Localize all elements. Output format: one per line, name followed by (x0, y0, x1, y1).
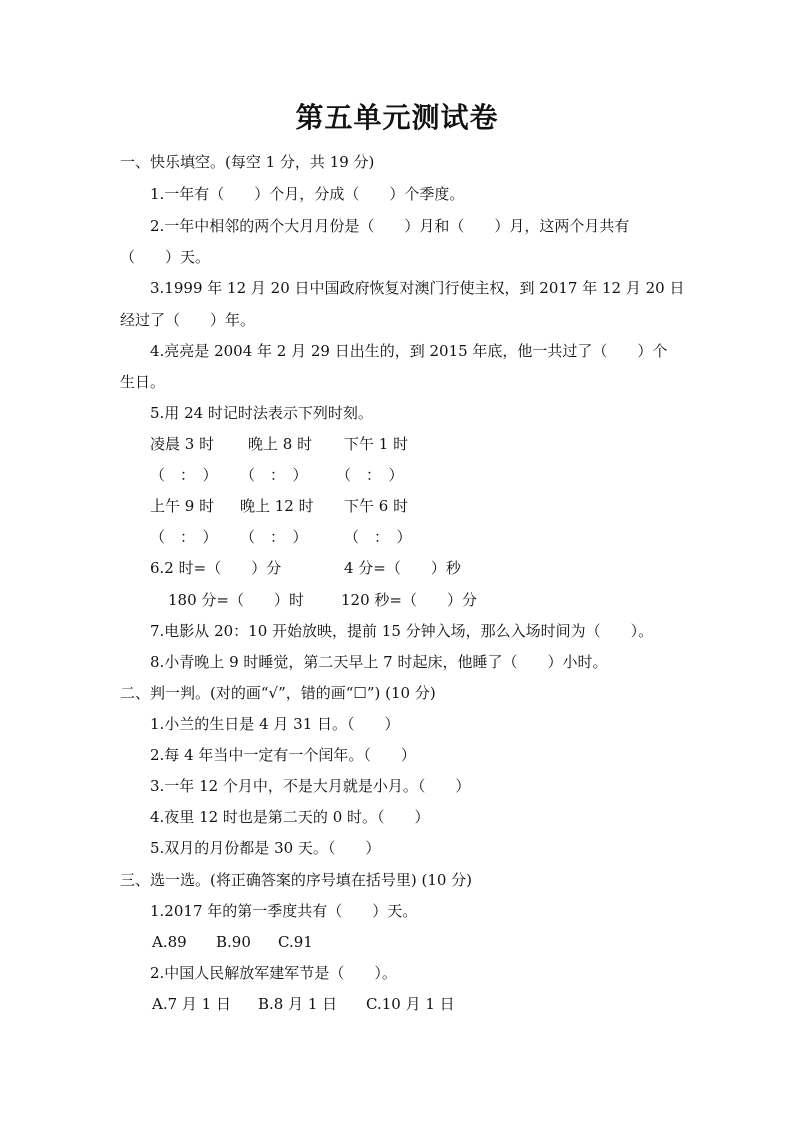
judgement-item: 5.双月的月份都是 30 天。（ ） (150, 839, 381, 857)
time-label: 下午 6 时 (344, 497, 409, 515)
time-label: 凌晨 3 时 (150, 435, 215, 453)
choice-option: A.89 (152, 933, 187, 951)
time-label: 下午 1 时 (344, 435, 409, 453)
conversion-item: 180 分=（ ）时 (168, 591, 304, 609)
judgement-item: 3.一年 12 个月中，不是大月就是小月。（ ） (150, 777, 471, 795)
question-1-2-line-2: （ ）天。 (120, 248, 211, 266)
choice-question-2: 2.中国人民解放军建军节是（ ）。 (150, 964, 397, 982)
question-1-2-line-1: 2.一年中相邻的两个大月月份是（ ）月和（ ）月，这两个月共有 (150, 217, 630, 235)
section-2-heading: 二、判一判。(对的画“√”，错的画“☐”) (10 分) (120, 684, 436, 702)
conversion-item: 4 分=（ ）秒 (344, 559, 461, 577)
section-3-heading: 三、选一选。(将正确答案的序号填在括号里) (10 分) (120, 871, 473, 889)
question-1-4-line-2: 生日。 (120, 373, 166, 391)
time-blank: （ ： ） (150, 466, 218, 484)
question-1-5: 5.用 24 时记时法表示下列时刻。 (150, 404, 373, 422)
time-blank: （ ： ） (344, 528, 412, 546)
question-1-1: 1.一年有（ ）个月，分成（ ）个季度。 (150, 185, 465, 203)
choice-option: B.8 月 1 日 (258, 995, 338, 1013)
judgement-item: 2.每 4 年当中一定有一个闰年。（ ） (150, 746, 416, 764)
time-blank: （ ： ） (150, 528, 218, 546)
choice-option: C.10 月 1 日 (366, 995, 455, 1013)
conversion-item: 6.2 时=（ ）分 (150, 559, 282, 577)
question-1-3-line-1: 3.1999 年 12 月 20 日中国政府恢复对澳门行使主权，到 2017 年 12 月 20 日 (150, 279, 685, 297)
choice-option: A.7 月 1 日 (152, 995, 231, 1013)
judgement-item: 4.夜里 12 时也是第二天的 0 时。（ ） (150, 808, 430, 826)
time-blank: （ ： ） (240, 528, 308, 546)
time-blank: （ ： ） (336, 466, 404, 484)
question-1-8: 8.小青晚上 9 时睡觉，第二天早上 7 时起床，他睡了（ ）小时。 (150, 653, 608, 671)
choice-option: B.90 (216, 933, 251, 951)
page-title: 第五单元测试卷 (295, 101, 499, 134)
question-1-7: 7.电影从 20：10 开始放映，提前 15 分钟入场，那么入场时间为（ ）。 (150, 622, 654, 640)
time-label: 晚上 8 时 (248, 435, 313, 453)
judgement-item: 1.小兰的生日是 4 月 31 日。（ ） (150, 715, 400, 733)
time-blank: （ ： ） (240, 466, 308, 484)
question-1-4-line-1: 4.亮亮是 2004 年 2 月 29 日出生的，到 2015 年底，他一共过了（ ）个 (150, 342, 668, 360)
section-1-heading: 一、快乐填空。(每空 1 分，共 19 分) (120, 153, 375, 171)
question-1-3-line-2: 经过了（ ）年。 (120, 311, 256, 329)
time-label: 上午 9 时 (150, 497, 215, 515)
choice-option: C.91 (278, 933, 313, 951)
time-label: 晚上 12 时 (240, 497, 314, 515)
choice-question-1: 1.2017 年的第一季度共有（ ）天。 (150, 902, 418, 920)
conversion-item: 120 秒=（ ）分 (341, 591, 477, 609)
